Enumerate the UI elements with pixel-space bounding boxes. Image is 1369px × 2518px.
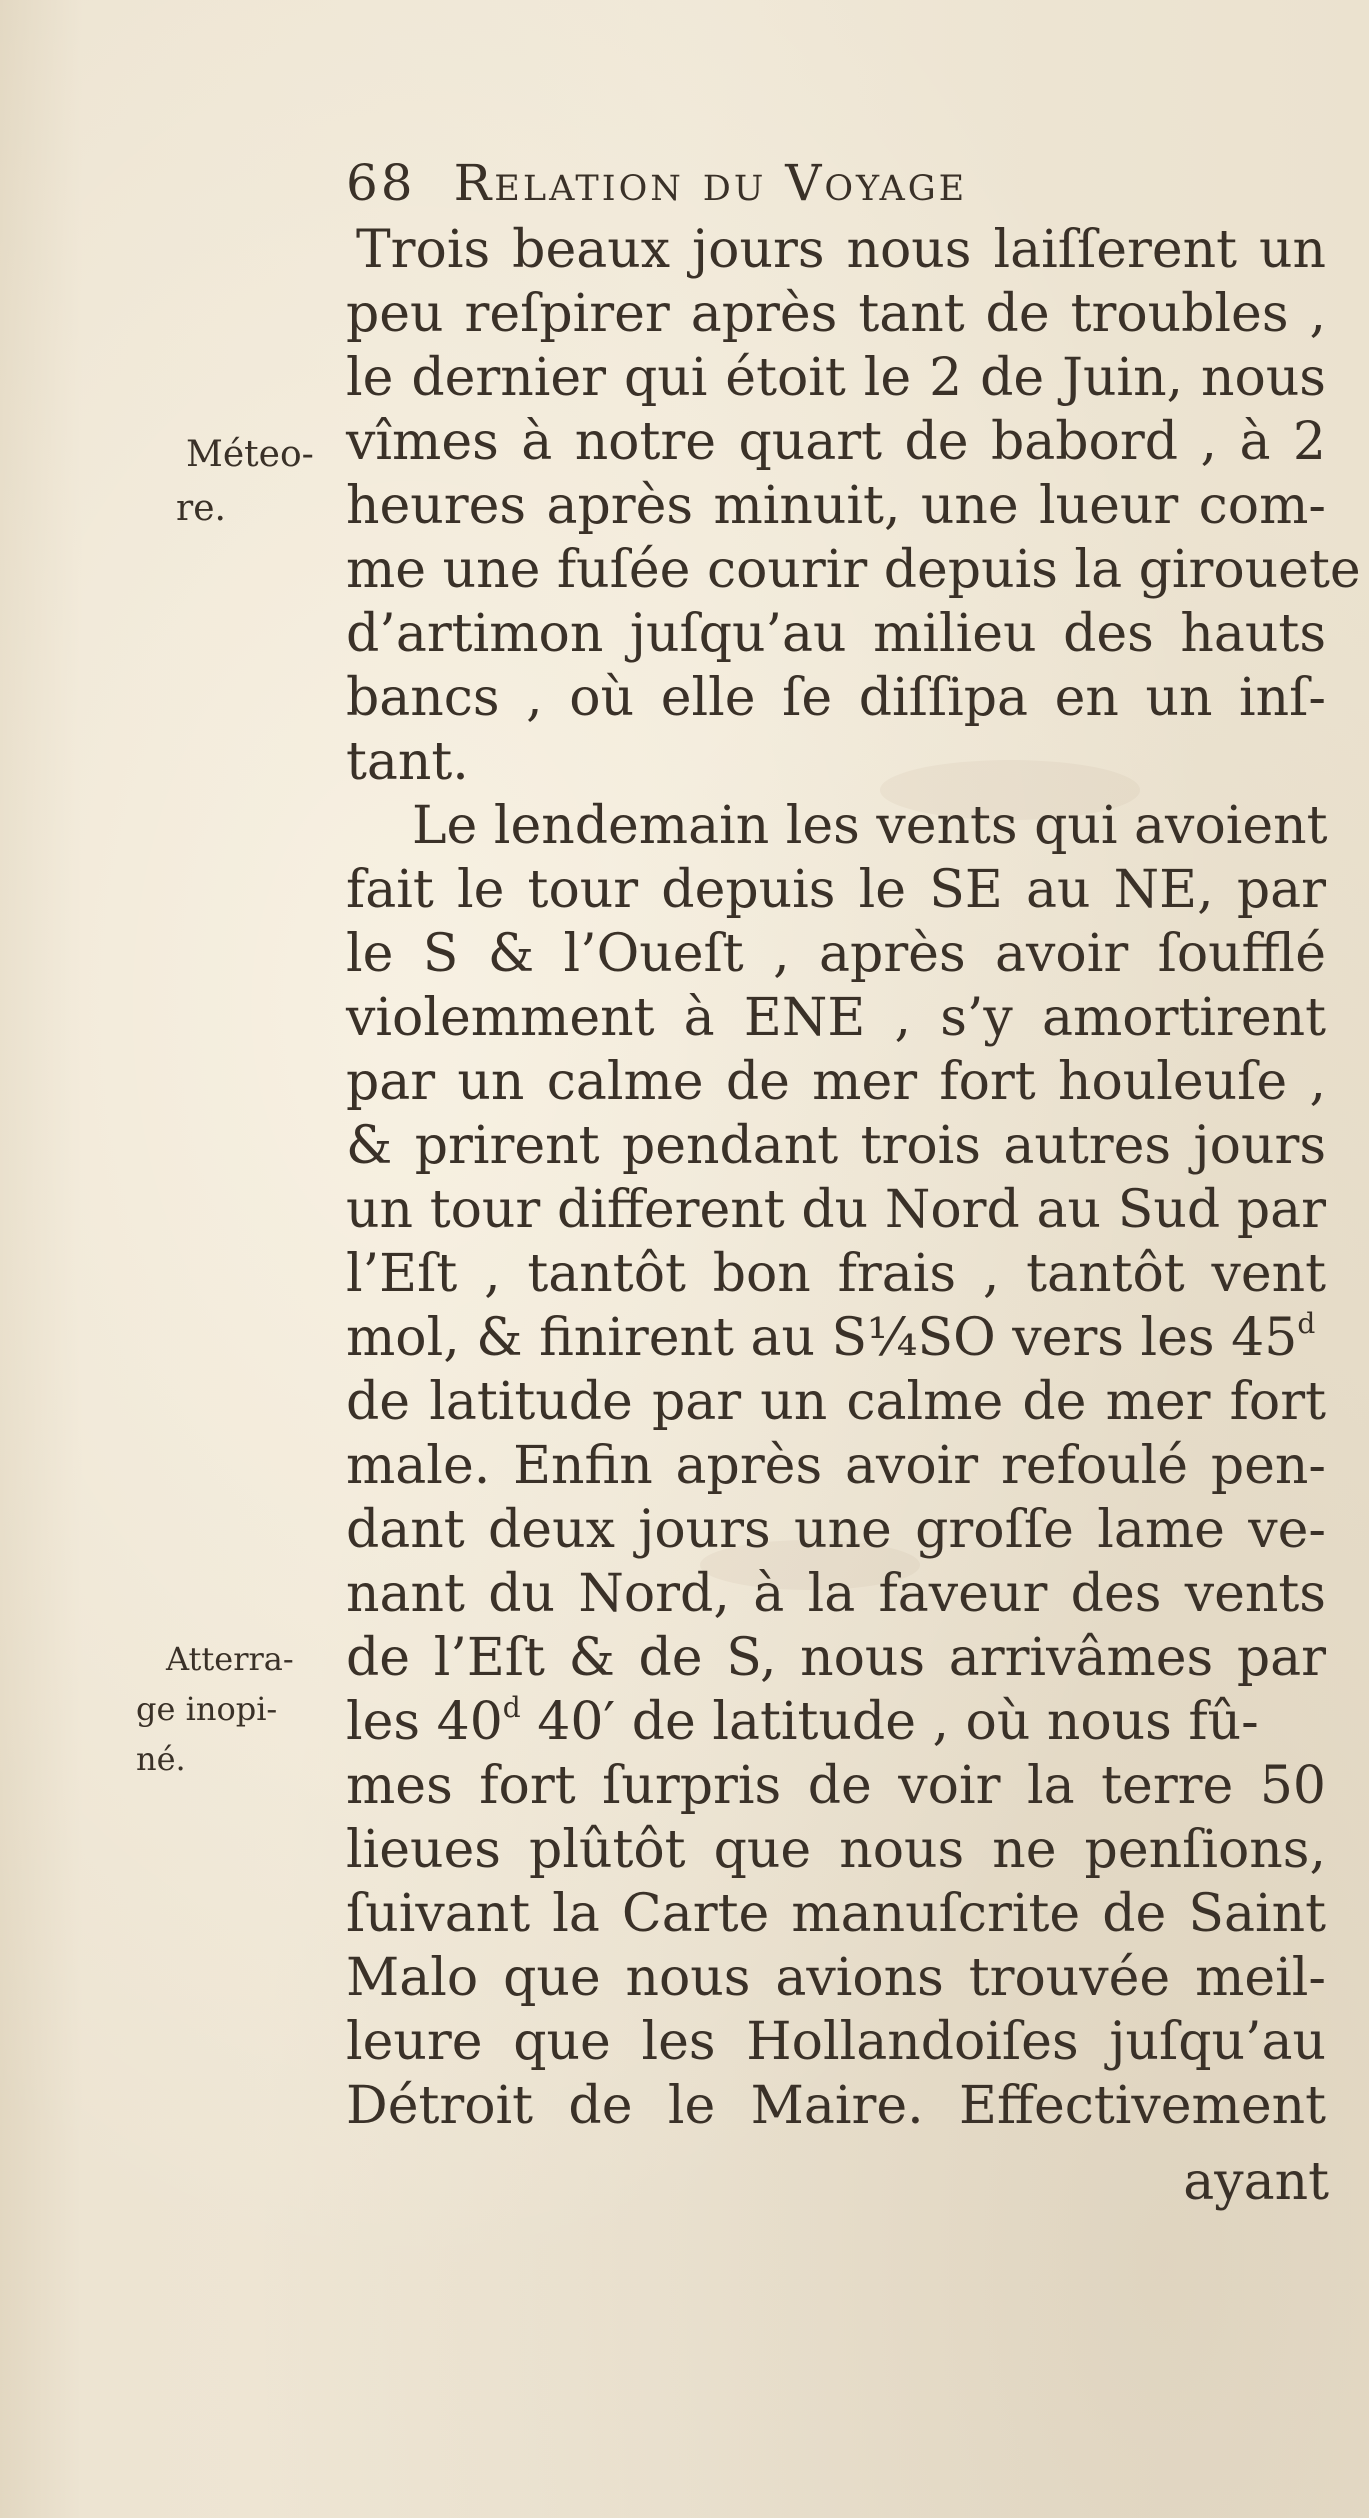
text-line: nant du Nord, à la faveur des vents — [346, 1564, 1326, 1624]
text-segment: les 40 — [346, 1692, 503, 1752]
text-line: mes fort ſurpris de voir la terre 50 — [346, 1756, 1326, 1816]
margin-note-line: ge inopi- — [136, 1690, 278, 1728]
margin-note-line: Atterra- — [166, 1640, 294, 1678]
text-line: le S & l’Oueſt , après avoir ſoufflé — [346, 924, 1326, 984]
margin-note-line: re. — [176, 488, 226, 529]
text-line: heures après minuit, une lueur com- — [346, 476, 1326, 536]
text-line: l’Eſt , tantôt bon frais , tantôt vent — [346, 1244, 1326, 1304]
text-line: tant. — [346, 732, 469, 792]
text-line: Trois beaux jours nous laiſſerent un — [356, 220, 1326, 280]
running-title: Relation du Voyage — [453, 154, 968, 212]
text-line: Le lendemain les vents qui avoient — [412, 796, 1328, 856]
running-header — [346, 148, 1346, 218]
text-line: de l’Eſt & de S, nous arrivâmes par — [346, 1628, 1326, 1688]
page-number: 68 — [346, 154, 416, 212]
degree-superscript: d — [1297, 1307, 1316, 1340]
text-line: bancs , où elle ſe diſſipa en un inſ- — [346, 668, 1326, 728]
text-line: dant deux jours une groſſe lame ve- — [346, 1500, 1326, 1560]
text-line: Détroit de le Maire. Effectivement — [346, 2076, 1326, 2136]
text-line: lieues plûtôt que nous ne penſions, — [346, 1820, 1326, 1880]
text-line: Malo que nous avions trouvée meil- — [346, 1948, 1326, 2008]
text-line: fait le tour depuis le SE au NE, par — [346, 860, 1326, 920]
degree-superscript: d — [502, 1691, 521, 1724]
text-line: par un calme de mer fort houleuſe , — [346, 1052, 1326, 1112]
text-line: le dernier qui étoit le 2 de Juin, nous — [346, 348, 1326, 408]
catchword: ayant — [1183, 2152, 1329, 2212]
text-line: violemment à ENE , s’y amortirent — [346, 988, 1326, 1048]
margin-note-line: Méteo- — [186, 434, 314, 475]
text-line: d’artimon juſqu’au milieu des hauts — [346, 604, 1326, 664]
text-line: & prirent pendant trois autres jours — [346, 1116, 1326, 1176]
text-line: un tour different du Nord au Sud par — [346, 1180, 1326, 1240]
text-line: de latitude par un calme de mer fort — [346, 1372, 1326, 1432]
text-line-with-superscript — [346, 1690, 1326, 1754]
text-line: leure que les Hollandoiſes juſqu’au — [346, 2012, 1326, 2072]
text-line: vîmes à notre quart de babord , à 2 — [346, 412, 1326, 472]
text-line: ſuivant la Carte manuſcrite de Saint — [346, 1884, 1326, 1944]
text-line: peu reſpirer après tant de troubles , — [346, 284, 1326, 344]
text-line: me une fuſée courir depuis la girouete — [346, 540, 1361, 600]
text-segment: 40′ de latitude , où nous fû- — [520, 1692, 1259, 1752]
text-segment: mol, & finirent au S¼SO vers les 45 — [346, 1308, 1298, 1368]
text-line-with-superscript — [346, 1306, 1326, 1370]
text-line: male. Enfin après avoir refoulé pen- — [346, 1436, 1326, 1496]
margin-note-line: né. — [136, 1740, 186, 1778]
